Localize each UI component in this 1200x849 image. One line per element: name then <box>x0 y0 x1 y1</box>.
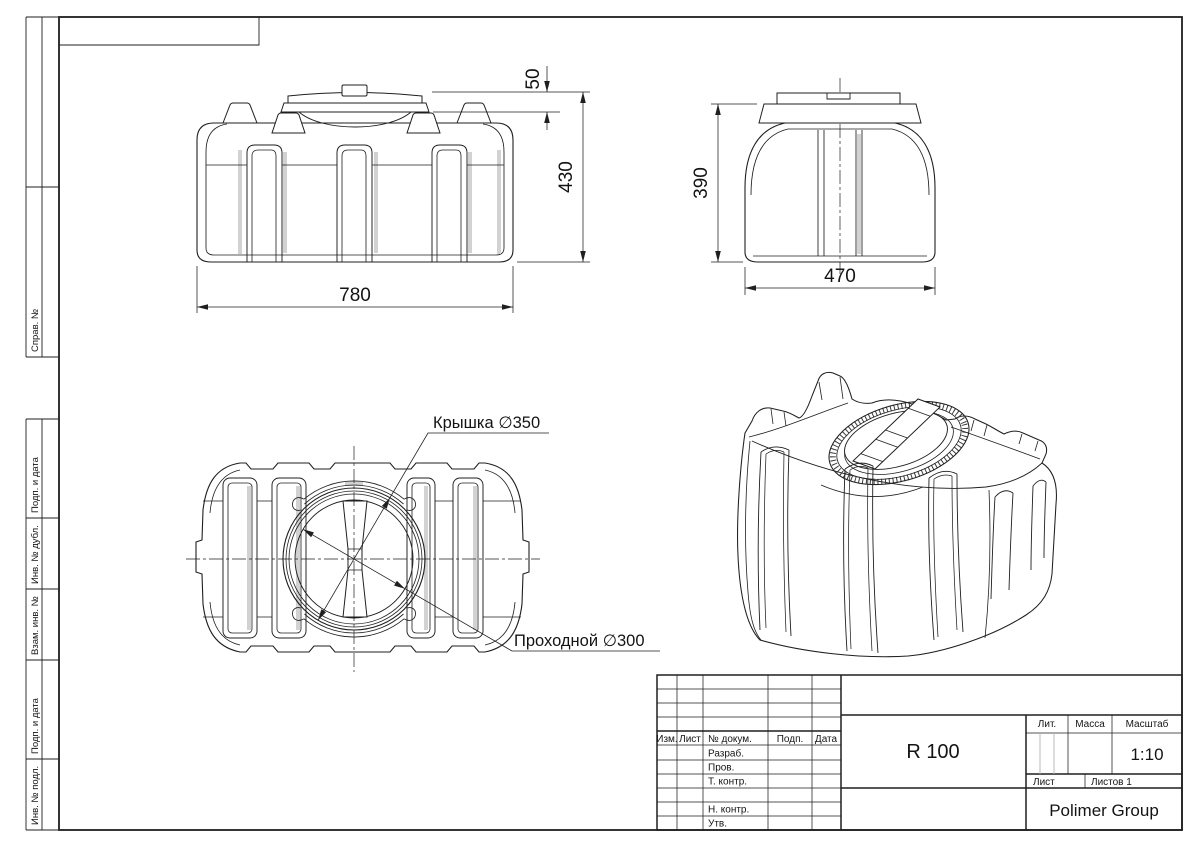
side-view <box>691 78 935 295</box>
dim-front-height: 430 <box>556 161 577 193</box>
dim-side-width: 470 <box>824 266 856 287</box>
isometric-view <box>738 372 1057 656</box>
stamp-role-tkontr: Т. контр. <box>708 776 748 788</box>
margin-label: Подп. и дата <box>30 457 41 513</box>
stamp-role-nkontr: Н. контр. <box>708 804 750 816</box>
dim-front-width: 780 <box>339 285 371 306</box>
sheet-frame <box>59 17 1182 830</box>
stamp-role-prov: Пров. <box>708 762 735 774</box>
stamp-header-podp: Подп. <box>776 734 804 745</box>
stamp-role-razrab: Разраб. <box>708 748 745 760</box>
margin-label: Подп. и дата <box>30 698 41 754</box>
margin-column-labels <box>30 309 41 825</box>
margin-label: Справ. № <box>30 308 41 352</box>
stamp-role-utv: Утв. <box>708 818 728 830</box>
front-view <box>197 66 590 313</box>
label-manhole: Проходной ∅300 <box>514 632 645 650</box>
top-left-box <box>59 17 259 45</box>
scale-value: 1:10 <box>1130 745 1164 764</box>
lit-label: Лит. <box>1037 719 1057 730</box>
margin-label: Инв. № подл. <box>30 765 41 825</box>
margin-label: Инв. № дубл. <box>30 525 41 584</box>
stamp-header-list: Лист <box>679 734 701 745</box>
scale-label: Масштаб <box>1125 719 1169 730</box>
stamp-header-izm: Изм. <box>656 734 678 745</box>
top-view <box>186 414 660 672</box>
mass-label: Масса <box>1075 719 1105 730</box>
stamp-header-dokum: № докум. <box>708 734 752 745</box>
doc-title: R 100 <box>906 741 960 763</box>
margin-label: Взам. инв. № <box>30 596 41 655</box>
sheets-label: Листов 1 <box>1091 777 1132 788</box>
dim-front-lid: 50 <box>523 68 544 90</box>
sheet-label: Лист <box>1033 777 1055 788</box>
stamp-header-data: Дата <box>814 734 838 745</box>
label-lid: Крышка ∅350 <box>433 414 541 432</box>
company-name: Polimer Group <box>1049 801 1159 820</box>
dim-side-height: 390 <box>691 167 712 199</box>
